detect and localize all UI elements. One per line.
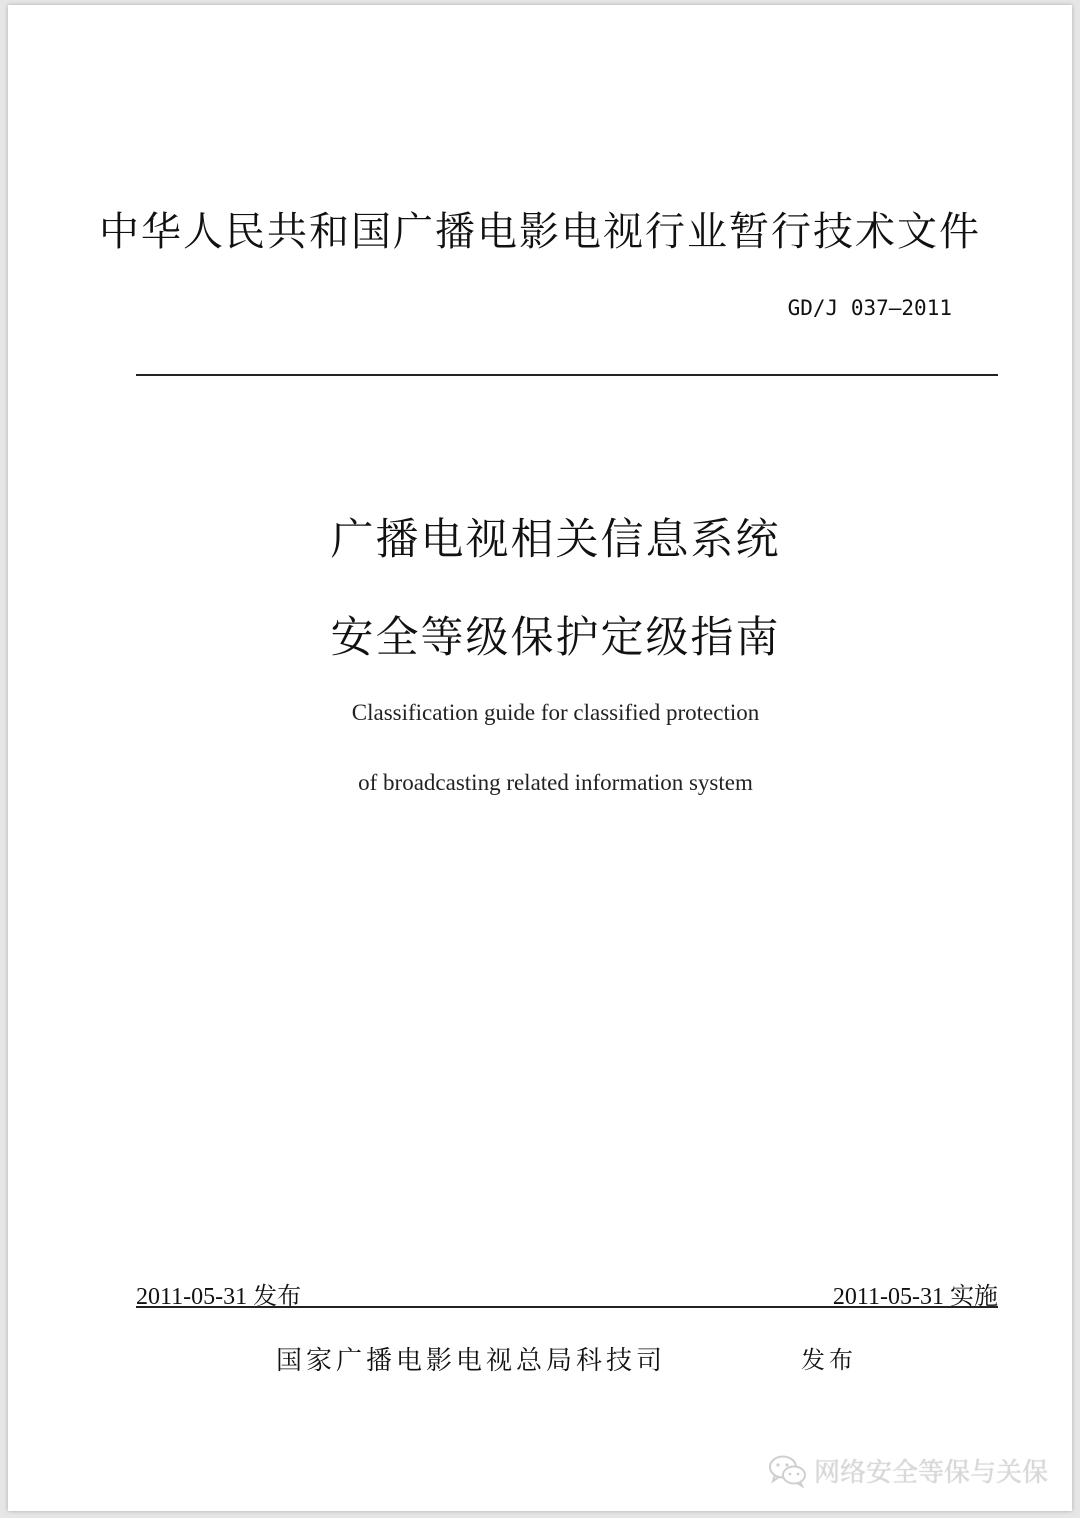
document-code: GD/J 037—2011	[787, 296, 952, 320]
effective-date: 2011-05-31 实施	[832, 1284, 998, 1310]
header-divider	[136, 374, 998, 376]
standard-header-title: 中华人民共和国广播电影电视行业暂行技术文件	[99, 209, 981, 255]
title-cn-line2: 安全等级保护定级指南	[330, 613, 781, 663]
watermark-text: 网络安全等保与关保	[813, 1458, 1048, 1488]
title-en-line1: Classification guide for classified protection	[351, 700, 760, 725]
title-cn-line1: 广播电视相关信息系统	[330, 515, 781, 565]
wechat-icon	[768, 1454, 808, 1488]
release-date: 2011-05-31 发布	[136, 1284, 302, 1310]
footer-divider	[136, 1306, 998, 1308]
issuing-authority: 国家广播电影电视总局科技司	[276, 1346, 667, 1376]
issue-label: 发布	[801, 1346, 857, 1374]
watermark	[768, 1452, 1048, 1489]
title-en-line2: of broadcasting related information system	[358, 770, 753, 795]
